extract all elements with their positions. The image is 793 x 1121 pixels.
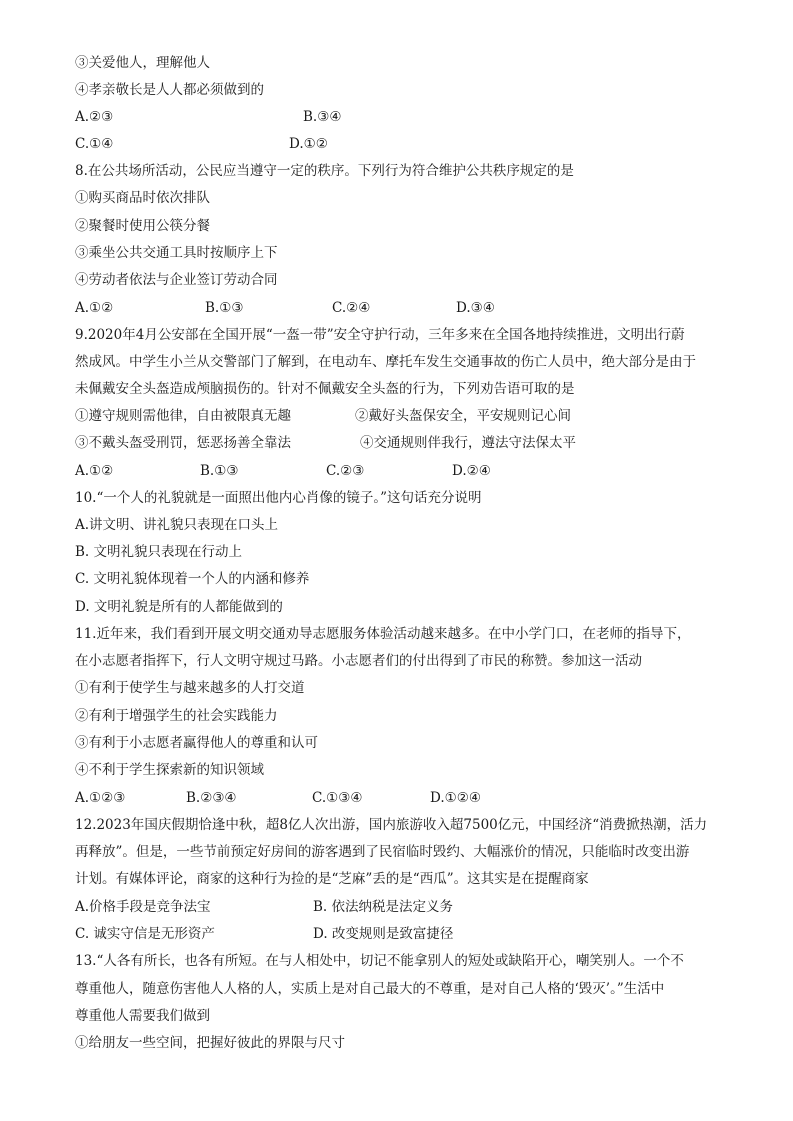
q8-option-c: C.②④ bbox=[332, 300, 371, 316]
q8-item-2: ②聚餐时使用公筷分餐 bbox=[75, 218, 210, 234]
q12-option-a: A.价格手段是竞争法宝 bbox=[75, 899, 211, 915]
q9-option-d: D.②④ bbox=[452, 463, 491, 479]
q8-item-3: ③乘坐公共交通工具时按顺序上下 bbox=[75, 245, 278, 261]
q10-option-b: B. 文明礼貌只表现在行动上 bbox=[75, 544, 243, 560]
q9-item-2: ②戴好头盔保安全，平安规则记心间 bbox=[355, 408, 571, 424]
q12-stem-line-1: 12.2023年国庆假期恰逢中秋，超8亿人次出游，国内旅游收入超7500亿元，中国经济“消费掀热潮，活力 bbox=[75, 817, 708, 833]
q13-stem-line-3: 尊重他人需要我们做到 bbox=[75, 1008, 210, 1024]
q11-stem-line-2: 在小志愿者指挥下，行人文明守规过马路。小志愿者们的付出得到了市民的称赞。参加这一活动 bbox=[75, 653, 642, 669]
q11-stem-line-1: 11.近年来，我们看到开展文明交通劝导志愿服务体验活动越来越多。在中小学门口，在老师的指导下， bbox=[75, 626, 691, 642]
q9-stem-line-2: 然成风。中学生小兰从交警部门了解到，在电动车、摩托车发生交通事故的伤亡人员中，绝大部分是由于 bbox=[75, 354, 696, 370]
q11-option-b: B.②③④ bbox=[186, 790, 237, 806]
q8-option-d: D.③④ bbox=[456, 300, 495, 316]
q12-stem-line-2: 再释放”。但是，一些节前预定好房间的游客遇到了民宿临时毁约、大幅涨价的情况，只能临时改变出游 bbox=[75, 844, 690, 860]
q10-stem: 10.“一个人的礼貌就是一面照出他内心肖像的镜子。”这句话充分说明 bbox=[75, 490, 482, 506]
q9-option-c: C.②③ bbox=[326, 463, 365, 479]
q13-item-1: ①给朋友一些空间，把握好彼此的界限与尺寸 bbox=[75, 1035, 345, 1051]
q9-item-1: ①遵守规则需他律，自由被限真无趣 bbox=[75, 408, 291, 424]
q9-item-4: ④交通规则伴我行，遵法守法保太平 bbox=[360, 435, 576, 451]
q11-item-2: ②有利于增强学生的社会实践能力 bbox=[75, 708, 278, 724]
q11-item-1: ①有利于使学生与越来越多的人打交道 bbox=[75, 680, 305, 696]
q12-option-d: D. 改变规则是致富捷径 bbox=[313, 926, 454, 942]
q13-stem-line-2: 尊重他人，随意伤害他人人格的人，实质上是对自己最大的不尊重，是对自己人格的‘毁灭’。”生活中 bbox=[75, 981, 665, 997]
q12-option-c: C. 诚实守信是无形资产 bbox=[75, 926, 215, 942]
q7-option-a: A.②③ bbox=[75, 109, 114, 125]
q9-stem-line-1: 9.2020年4月公安部在全国开展“一盔一带”安全守护行动，三年多来在全国各地持续推进，文明出行蔚 bbox=[75, 327, 685, 343]
q12-option-b: B. 依法纳税是法定义务 bbox=[313, 899, 454, 915]
q7-item-3: ③关爱他人，理解他人 bbox=[75, 55, 210, 71]
q10-option-a: A.讲文明、讲礼貌只表现在口头上 bbox=[75, 517, 279, 533]
q8-option-a: A.①② bbox=[75, 300, 114, 316]
q9-option-a: A.①② bbox=[75, 463, 114, 479]
q13-stem-line-1: 13.“人各有所长，也各有所短。在与人相处中，切记不能拿别人的短处或缺陷开心，嘲笑别人。一个不 bbox=[75, 953, 684, 969]
q8-item-4: ④劳动者依法与企业签订劳动合同 bbox=[75, 272, 278, 288]
q11-option-a: A.①②③ bbox=[75, 790, 126, 806]
q9-item-3: ③不戴头盔受刑罚，惩恶扬善全靠法 bbox=[75, 435, 291, 451]
q7-option-d: D.①② bbox=[289, 136, 328, 152]
q8-option-b: B.①③ bbox=[205, 300, 244, 316]
q8-stem: 8.在公共场所活动，公民应当遵守一定的秩序。下列行为符合维护公共秩序规定的是 bbox=[75, 163, 574, 179]
q11-item-3: ③有利于小志愿者赢得他人的尊重和认可 bbox=[75, 735, 318, 751]
q7-option-c: C.①④ bbox=[75, 136, 114, 152]
q11-item-4: ④不利于学生探索新的知识领域 bbox=[75, 762, 264, 778]
q10-option-c: C. 文明礼貌体现着一个人的内涵和修养 bbox=[75, 571, 310, 587]
q10-option-d: D. 文明礼貌是所有的人都能做到的 bbox=[75, 599, 283, 615]
q12-stem-line-3: 计划。有媒体评论，商家的这种行为捡的是“芝麻”丢的是“西瓜”。这其实是在提醒商家 bbox=[75, 871, 589, 887]
q9-option-b: B.①③ bbox=[200, 463, 239, 479]
q8-item-1: ①购买商品时依次排队 bbox=[75, 190, 210, 206]
q7-item-4: ④孝亲敬长是人人都必须做到的 bbox=[75, 82, 264, 98]
q9-stem-line-3: 未佩戴安全头盔造成颅脑损伤的。针对不佩戴安全头盔的行为，下列劝告语可取的是 bbox=[75, 381, 575, 397]
q11-option-d: D.①②④ bbox=[430, 790, 481, 806]
q11-option-c: C.①③④ bbox=[312, 790, 363, 806]
q7-option-b: B.③④ bbox=[303, 109, 342, 125]
